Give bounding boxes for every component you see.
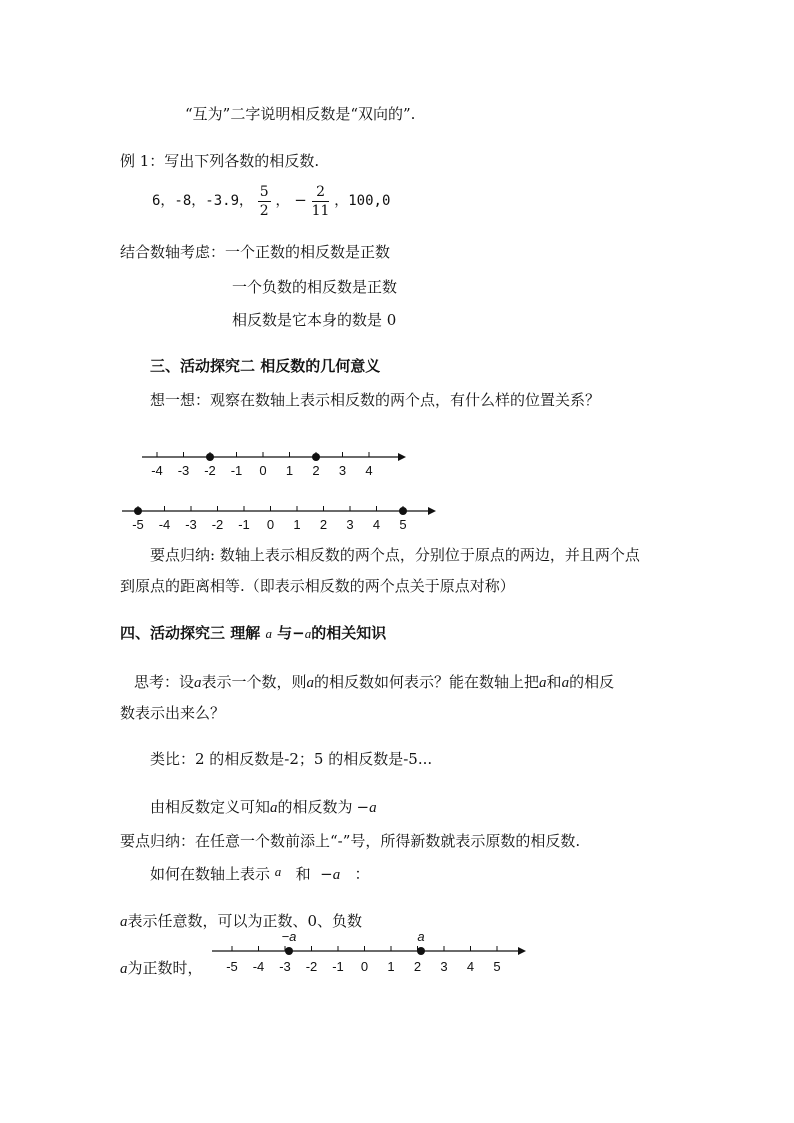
tick-label: 0	[259, 463, 267, 478]
consider-l3: 相反数是它本身的数是 0	[232, 311, 397, 329]
point-dot	[312, 453, 320, 461]
think2-p1: 思考：设	[134, 673, 195, 691]
summary2-text: 要点归纳：在任意一个数前添上“-”号，所得新数就表示原数的相反数.	[120, 832, 581, 850]
definition-t1: 由相反数定义可知	[150, 798, 271, 816]
point-dot	[399, 507, 407, 515]
section3-think	[150, 390, 600, 410]
point-label: a	[417, 929, 425, 944]
positive-text: 为正数时，	[127, 959, 203, 977]
consider-l1: 一个正数的相反数是正数	[225, 243, 391, 261]
tick-label: 4	[365, 463, 373, 478]
var-a: a	[561, 675, 570, 691]
var-a: a	[274, 864, 282, 879]
tick-label: 1	[387, 959, 395, 974]
section4-h1: 四、活动探究三 理解	[120, 624, 266, 642]
consider-l2: 一个负数的相反数是正数	[232, 278, 398, 296]
tick-label: 0	[266, 517, 275, 532]
think2-line2	[120, 703, 225, 723]
tick-label: 3	[346, 517, 354, 532]
tick-label: -2	[211, 517, 224, 532]
analogy-text: 类比：2 的相反数是-2；5 的相反数是-5...	[150, 750, 433, 768]
think2-p5: 的相反	[569, 673, 615, 691]
example1-neg: −	[294, 191, 307, 209]
number-line-1	[0, 440, 794, 485]
section4-a: a	[265, 626, 272, 641]
howto-t1: 如何在数轴上表示	[150, 865, 275, 883]
tick-label: -3	[185, 517, 197, 532]
fraction-num: 5	[259, 183, 269, 200]
example1-nums-b: ，100,0	[334, 193, 391, 209]
analogy-line	[150, 749, 432, 769]
any-text: 表示任意数，可以为正数、0、负数	[127, 912, 363, 930]
tick-label: -4	[158, 517, 171, 532]
example1-title	[120, 151, 319, 171]
consider-line1	[120, 242, 390, 262]
section4-h2: 与−	[271, 624, 305, 642]
think2-p3: 的相反数如何表示？能在数轴上把	[314, 673, 540, 691]
think2-line1	[134, 672, 614, 693]
tick-label: -3	[177, 463, 190, 478]
fraction-num: 2	[312, 183, 330, 202]
tick-label: -1	[230, 463, 243, 478]
var-a: a	[120, 914, 128, 930]
summary1-line1	[150, 545, 640, 565]
example1-sep: ，	[275, 193, 290, 209]
tick-label: -2	[204, 463, 216, 478]
var-a: a	[306, 675, 315, 691]
var-a: a	[369, 800, 377, 816]
section4-a2: a	[304, 626, 312, 641]
tick-label: -4	[252, 959, 265, 974]
tick-label: 3	[440, 959, 448, 974]
tick-label: 3	[338, 463, 347, 478]
var-a: a	[332, 867, 341, 883]
summary1-l2: 到原点的距离相等.（即表示相反数的两个点关于原点对称）	[120, 577, 515, 595]
var-a: a	[539, 675, 547, 691]
tick-label: 2	[319, 517, 328, 532]
point-dot	[206, 453, 214, 461]
axis-arrow	[398, 453, 406, 461]
fraction-den: 2	[259, 202, 269, 219]
tick-label: -2	[305, 959, 318, 974]
intro-text: “互为”二字说明相反数是“双向的”.	[185, 105, 416, 123]
tick-label: 1	[293, 517, 301, 532]
point-label: −a	[281, 929, 297, 944]
fraction-den: 11	[311, 202, 330, 219]
howto-t2: 和 −	[281, 865, 333, 883]
definition-t2: 的相反数为	[277, 798, 353, 816]
summary1-line2	[120, 576, 515, 596]
fraction-5-2	[258, 183, 271, 220]
tick-label: 4	[466, 959, 475, 974]
howto-t3: ：	[340, 865, 370, 883]
example1-title-text: 例 1：写出下列各数的相反数.	[120, 152, 320, 170]
example1-nums-a: 6，-8，-3.9，	[152, 193, 254, 209]
var-a: a	[194, 675, 202, 691]
section3-heading	[150, 356, 380, 376]
tick-label: -4	[151, 463, 163, 478]
think2-l2: 数表示出来么？	[120, 704, 226, 722]
point-dot	[134, 507, 142, 515]
think2-p2: 表示一个数，则	[201, 673, 307, 691]
tick-label: 0	[360, 959, 369, 974]
consider-line3	[232, 310, 396, 330]
var-a: a	[270, 800, 278, 816]
tick-label: -3	[279, 959, 291, 974]
tick-label: -1	[332, 959, 344, 974]
tick-label: 5	[493, 959, 501, 974]
section3-think-text: 想一想：观察在数轴上表示相反数的两个点，有什么样的位置关系？	[150, 391, 601, 409]
var-a: a	[120, 961, 128, 977]
point-dot	[285, 947, 293, 955]
consider-lead: 结合数轴考虑：	[120, 243, 226, 261]
example1-numbers	[152, 180, 390, 220]
section4-heading	[120, 623, 386, 644]
tick-label: -5	[132, 517, 144, 532]
number-line-2	[0, 494, 794, 539]
tick-label: 2	[312, 463, 320, 478]
tick-label: 1	[285, 463, 294, 478]
tick-label: -5	[226, 959, 238, 974]
section4-h3: 的相关知识	[311, 624, 387, 642]
howto-line	[150, 862, 370, 885]
point-dot	[417, 947, 425, 955]
think2-p4: 和	[546, 673, 562, 691]
neg-sign: −	[356, 798, 370, 816]
fraction-2-11	[312, 183, 330, 220]
summary1-l1: 要点归纳: 数轴上表示相反数的两个点，分别位于原点的两边，并且两个点	[150, 546, 640, 564]
summary2-line	[120, 831, 580, 851]
tick-label: 2	[413, 959, 422, 974]
definition-line	[150, 797, 377, 818]
tick-label: 5	[399, 517, 407, 532]
number-line-3	[0, 925, 794, 985]
axis-arrow	[518, 947, 526, 955]
tick-label: 4	[372, 517, 381, 532]
intro-line	[185, 104, 415, 124]
axis-arrow	[428, 507, 436, 515]
tick-label: -1	[238, 517, 250, 532]
section3-heading-text: 三、活动探究二 相反数的几何意义	[150, 357, 381, 375]
consider-line2	[232, 277, 397, 297]
